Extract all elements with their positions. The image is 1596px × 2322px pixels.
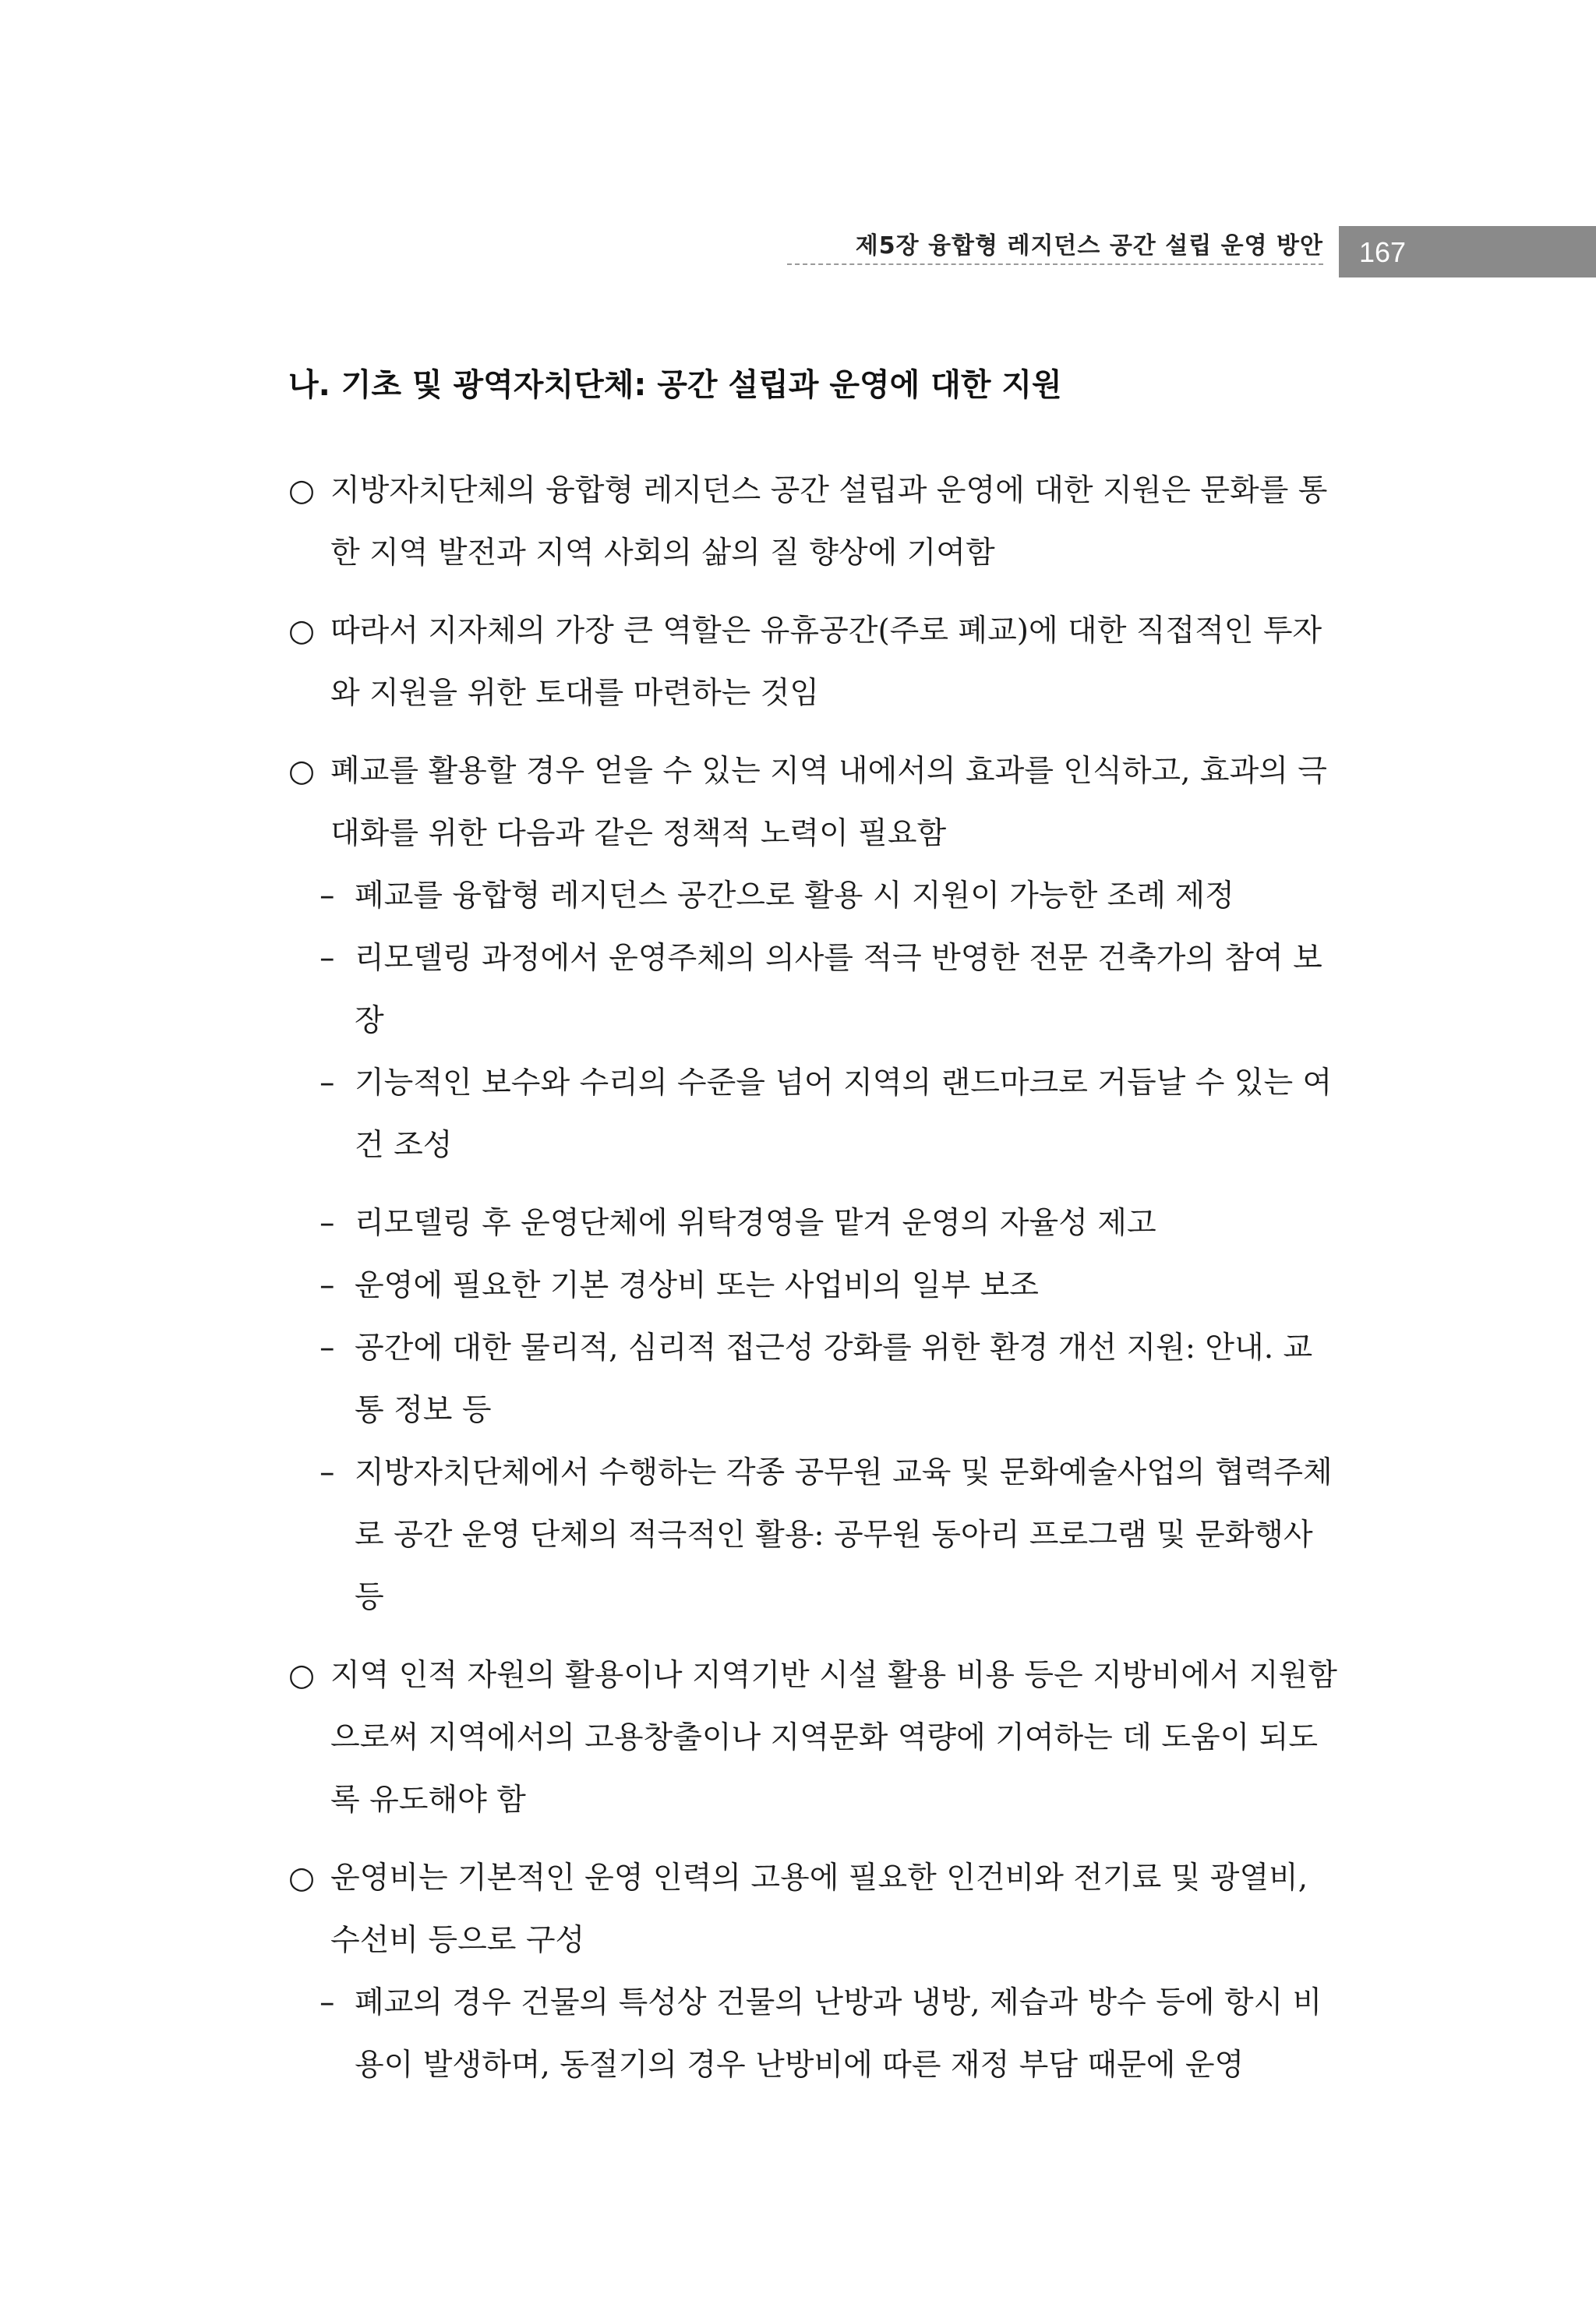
dash-bullet-icon: – (320, 1268, 335, 1303)
dash-text: 폐교의 경우 건물의 특성상 건물의 난방과 냉방, 제습과 방수 등에 항시 비용이 발생하며, 동절기의 경우 난방비에 따른 재정 부담 때문에 운영 (355, 1985, 1322, 2083)
dash-bullet-icon: – (320, 941, 335, 976)
dash-text: 리모델링 후 운영단체에 위탁경영을 맡겨 운영의 자율성 제고 (355, 1206, 1156, 1241)
bullet-item (288, 600, 1340, 725)
dash-item (288, 1193, 1340, 1255)
dash-bullet-icon: – (320, 1455, 335, 1490)
circle-bullet-icon: ○ (288, 613, 316, 649)
dash-item (288, 865, 1340, 928)
circle-bullet-icon: ○ (288, 754, 316, 789)
dash-text: 리모델링 과정에서 운영주체의 의사를 적극 반영한 전문 건축가의 참여 보장 (355, 941, 1322, 1038)
dash-bullet-icon: – (320, 1206, 335, 1241)
dash-text: 공간에 대한 물리적, 심리적 접근성 강화를 위한 환경 개선 지원: 안내. 교통 정보 등 (355, 1331, 1313, 1428)
dash-text: 지방자치단체에서 수행하는 각종 공무원 교육 및 문화예술사업의 협력주체로 공간 운영 단체의 적극적인 활용: 공무원 동아리 프로그램 및 문화행사 등 (355, 1455, 1333, 1615)
running-header: 제5장 융합형 레지던스 공간 설립 운영 방안 (787, 226, 1323, 265)
dash-text: 운영에 필요한 기본 경상비 또는 사업비의 일부 보조 (355, 1268, 1039, 1303)
page-number: 167 (1359, 236, 1407, 268)
dash-bullet-icon: – (320, 1985, 335, 2020)
bullet-text: 지역 인적 자원의 활용이나 지역기반 시설 활용 비용 등은 지방비에서 지원함으로써 지역에서의 고용창출이나 지역문화 역량에 기여하는 데 도움이 되도록 유도해야 함 (330, 1658, 1337, 1818)
body-content (288, 460, 1340, 2097)
bullet-text: 지방자치단체의 융합형 레지던스 공간 설립과 운영에 대한 지원은 문화를 통한 지역 발전과 지역 사회의 삶의 질 향상에 기여함 (330, 473, 1328, 571)
page-number-box (1339, 226, 1596, 277)
dash-text: 기능적인 보수와 수리의 수준을 넘어 지역의 랜드마크로 거듭날 수 있는 여건 조성 (355, 1066, 1333, 1163)
section-heading: 나. 기초 및 광역자치단체: 공간 설립과 운영에 대한 지원 (288, 367, 1062, 403)
dash-item (288, 1052, 1340, 1177)
dash-text: 폐교를 융합형 레지던스 공간으로 활용 시 지원이 가능한 조례 제정 (355, 878, 1234, 914)
bullet-item (288, 1645, 1340, 1832)
bullet-item (288, 460, 1340, 585)
dash-item (288, 1972, 1340, 2097)
bullet-text: 운영비는 기본적인 운영 인력의 고용에 필요한 인건비와 전기료 및 광열비, 수선비 등으로 구성 (330, 1861, 1308, 1958)
bullet-item (288, 740, 1340, 865)
bullet-text: 폐교를 활용할 경우 얻을 수 있는 지역 내에서의 효과를 인식하고, 효과의 극대화를 위한 다음과 같은 정책적 노력이 필요함 (330, 754, 1327, 851)
circle-bullet-icon: ○ (288, 1861, 316, 1896)
circle-bullet-icon: ○ (288, 473, 316, 508)
dash-bullet-icon: – (320, 1331, 335, 1366)
bullet-item (288, 1847, 1340, 1972)
dash-item (288, 1442, 1340, 1629)
circle-bullet-icon: ○ (288, 1658, 316, 1693)
bullet-text: 따라서 지자체의 가장 큰 역할은 유휴공간(주로 폐교)에 대한 직접적인 투자와 지원을 위한 토대를 마련하는 것임 (330, 613, 1322, 711)
dash-item (288, 1317, 1340, 1442)
dash-bullet-icon: – (320, 1066, 335, 1101)
dash-item (288, 1255, 1340, 1317)
dash-bullet-icon: – (320, 878, 335, 914)
dash-item (288, 928, 1340, 1052)
